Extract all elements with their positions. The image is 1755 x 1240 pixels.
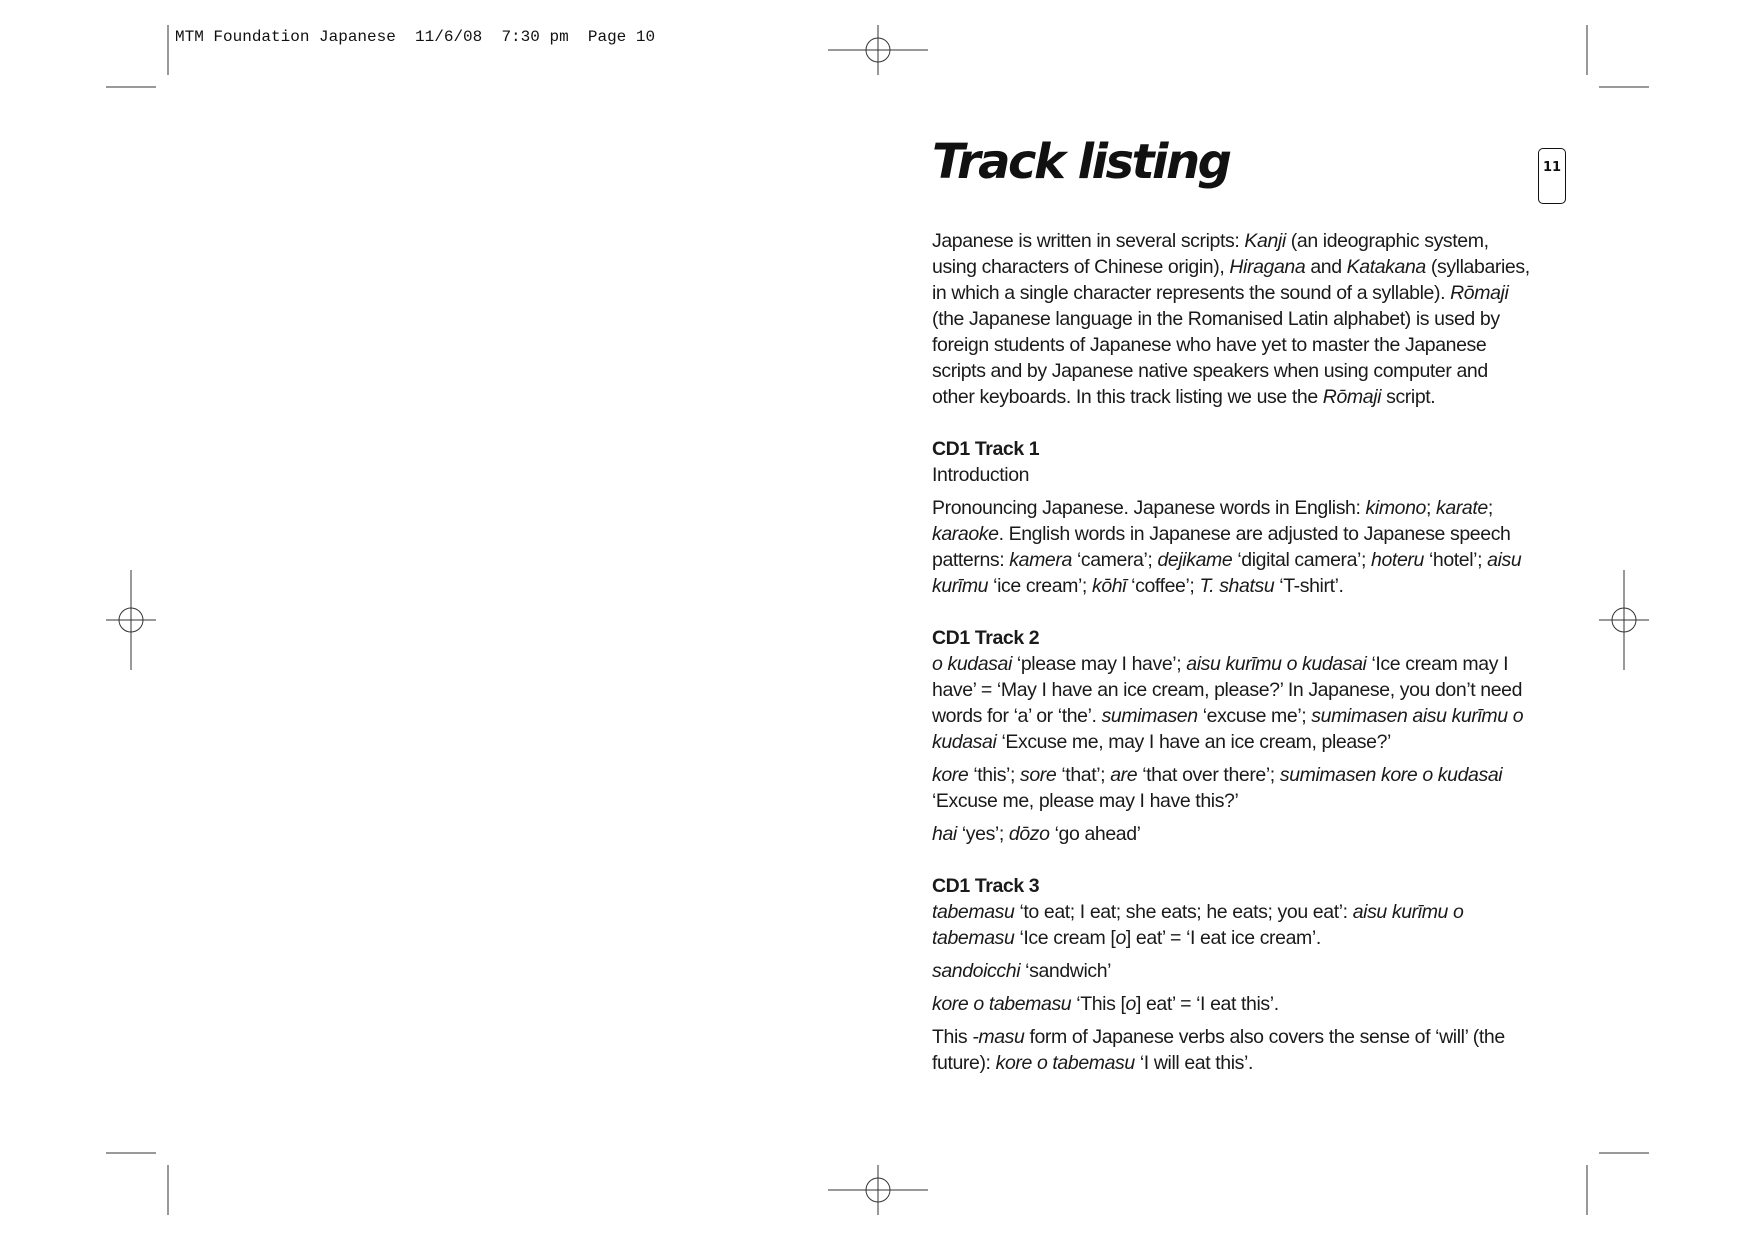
printer-slug: MTM Foundation Japanese 11/6/08 7:30 pm Page 10	[175, 28, 656, 46]
track-section-3	[932, 873, 1532, 1076]
track-paragraph: o kudasai ‘please may I have’; aisu kurīmu o kudasai ‘Ice cream may I have’ = ‘May I have an ice cream, please?’ In Japanese, you don’t need words for ‘a’ or ‘the’. sumimasen ‘excuse me’; sumimasen aisu kurīmu o kudasai ‘Excuse me, may I have an ice cream, please?’	[932, 653, 1524, 753]
track-paragraph: Pronouncing Japanese. Japanese words in English: kimono; karate; karaoke. English words in Japanese are adjusted to Japanese speech patterns: kamera ‘camera’; dejikame ‘digital camera’; hoteru ‘hotel’; aisu kurīmu ‘ice cream’; kōhī ‘coffee’; T. shatsu ‘T-shirt’.	[932, 497, 1522, 597]
track-section-2	[932, 625, 1532, 847]
track-section-1	[932, 436, 1532, 599]
page-number-tab	[1538, 148, 1566, 204]
track-paragraph: hai ‘yes’; dōzo ‘go ahead’	[932, 823, 1141, 845]
track-paragraph: sandoicchi ‘sandwich’	[932, 960, 1112, 982]
track-subtitle: Introduction	[932, 464, 1030, 486]
track-paragraph: kore ‘this’; sore ‘that’; are ‘that over there’; sumimasen kore o kudasai ‘Excuse me, please may I have this?’	[932, 764, 1503, 812]
track-heading: CD1 Track 2	[932, 627, 1040, 649]
track-paragraph: kore o tabemasu ‘This [o] eat’ = ‘I eat this’.	[932, 993, 1279, 1015]
page-title: Track listing	[932, 134, 1230, 190]
page-number: 11	[1542, 160, 1562, 175]
track-heading: CD1 Track 3	[932, 875, 1040, 897]
main-text	[932, 228, 1532, 1083]
track-heading: CD1 Track 1	[932, 438, 1040, 460]
intro-paragraph: Japanese is written in several scripts: Kanji (an ideographic system, using characters of Chinese origin), Hiragana and Katakana (syllabaries, in which a single character represents the sound of a syllable). Rōmaji (the Japanese language in the Romanised Latin alphabet) is used by foreign students of Japanese who have yet to master the Japanese scripts and by Japanese native speakers when using computer and other keyboards. In this track listing we use the Rōmaji script.	[932, 230, 1530, 408]
track-paragraph: This -masu form of Japanese verbs also covers the sense of ‘will’ (the future): kore o tabemasu ‘I will eat this’.	[932, 1026, 1505, 1074]
track-paragraph: tabemasu ‘to eat; I eat; she eats; he eats; you eat’: aisu kurīmu o tabemasu ‘Ice cream [o] eat’ = ‘I eat ice cream’.	[932, 901, 1464, 949]
